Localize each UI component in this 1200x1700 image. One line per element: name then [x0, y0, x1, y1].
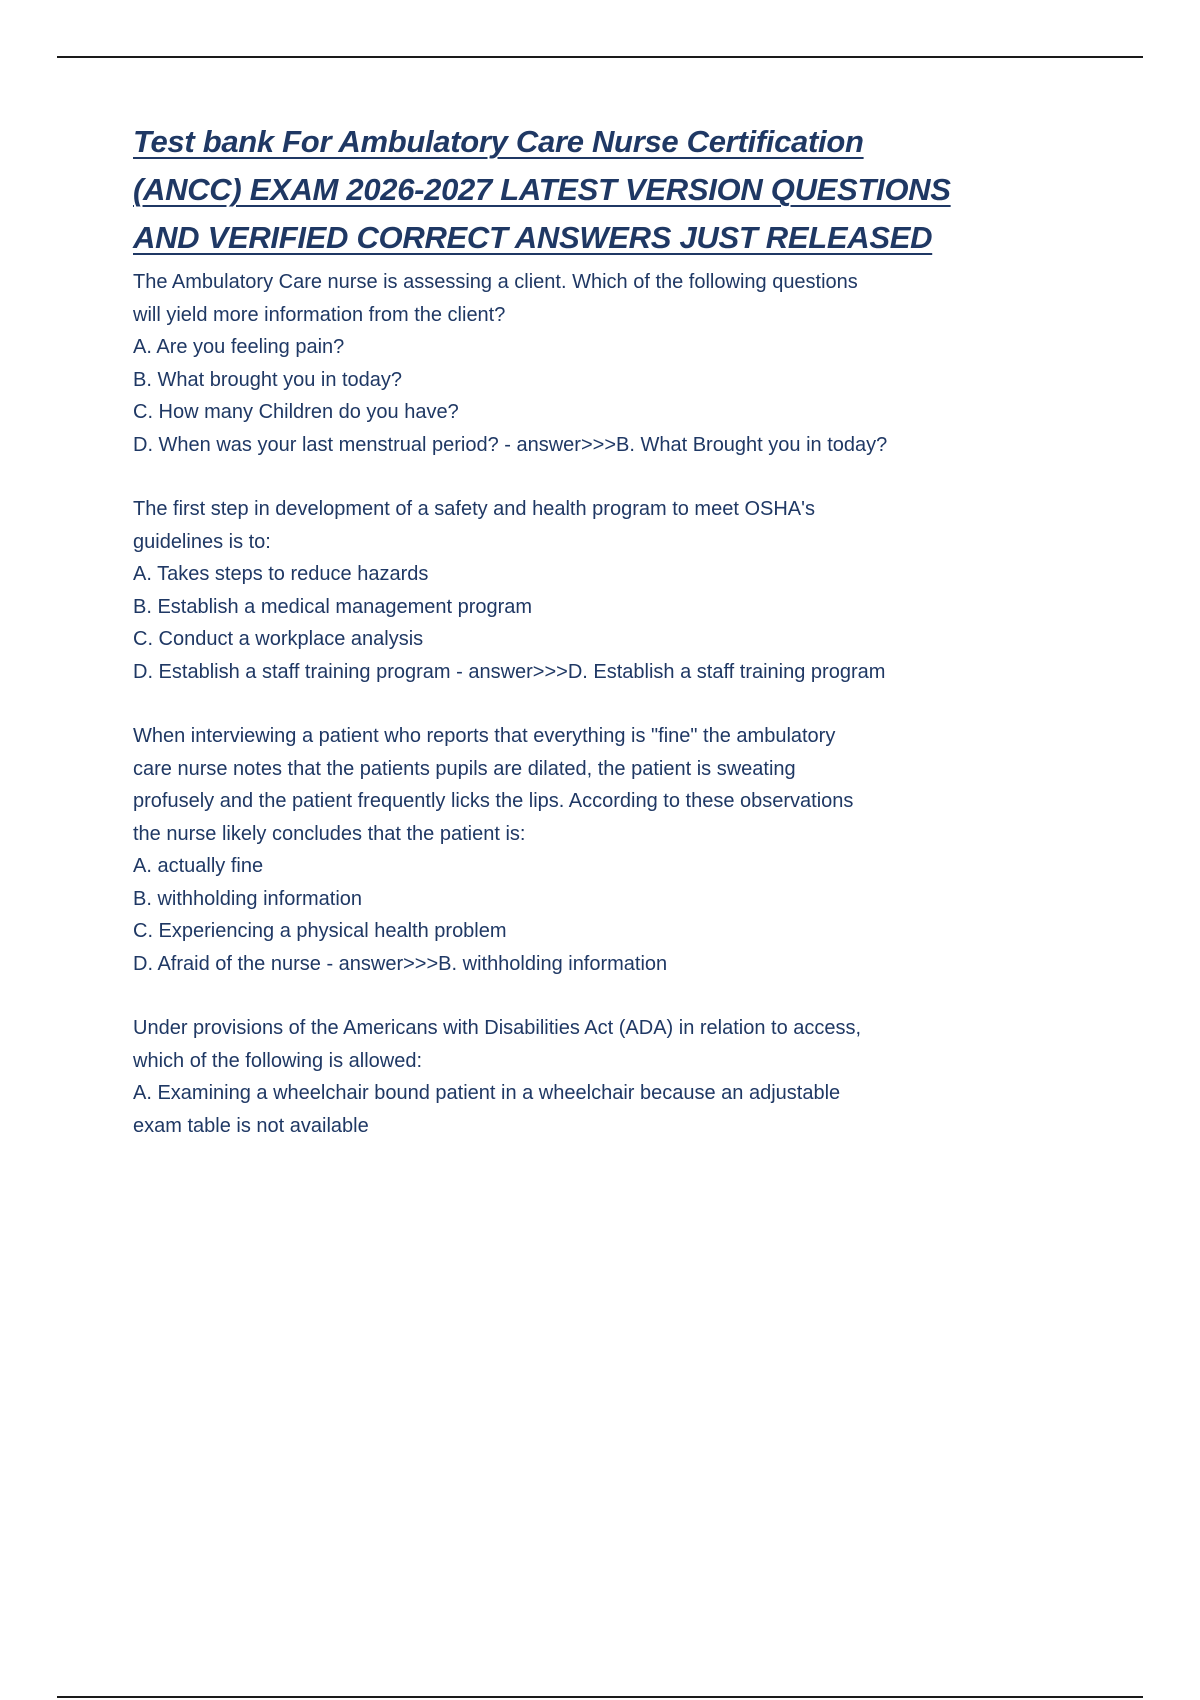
answer-option: B. What brought you in today? [133, 368, 403, 391]
answer-option: B. withholding information [133, 887, 363, 910]
answer-option: D. Establish a staff training program - answer>>>D. Establish a staff training program [133, 660, 886, 683]
question-4 [133, 1012, 1013, 1142]
question-stem-line: The Ambulatory Care nurse is assessing a client. Which of the following questions [133, 271, 858, 293]
answer-option: C. Conduct a workplace analysis [133, 628, 424, 650]
question-stem-line: When interviewing a patient who reports that everything is "fine" the ambulatory [133, 725, 836, 747]
question-stem-line: The first step in development of a safety and health program to meet OSHA's [133, 498, 815, 520]
question-stem-line: profusely and the patient frequently licks the lips. According to these observations [133, 790, 854, 812]
answer-option: A. Are you feeling pain? [133, 336, 345, 358]
header-rule [57, 56, 1143, 58]
answer-option: exam table is not available [133, 1114, 369, 1137]
answer-option: A. Examining a wheelchair bound patient in a wheelchair because an adjustable [133, 1082, 841, 1104]
page-content [133, 118, 1013, 1174]
title-line: Test bank For Ambulatory Care Nurse Certification [133, 124, 864, 159]
question-3 [133, 720, 1013, 980]
footer-rule [57, 1696, 1143, 1698]
question-2 [133, 493, 1013, 688]
answer-option: A. Takes steps to reduce hazards [133, 563, 429, 585]
question-stem-line: which of the following is allowed: [133, 1049, 423, 1072]
question-stem-line: will yield more information from the client? [133, 303, 506, 326]
answer-option: A. actually fine [133, 855, 264, 877]
document-title [133, 118, 1013, 262]
question-stem-line: the nurse likely concludes that the patient is: [133, 822, 526, 845]
answer-option: D. Afraid of the nurse - answer>>>B. withholding information [133, 952, 668, 975]
title-line: AND VERIFIED CORRECT ANSWERS JUST RELEASED [133, 220, 933, 255]
question-stem-line: Under provisions of the Americans with Disabilities Act (ADA) in relation to access, [133, 1017, 862, 1039]
answer-option: D. When was your last menstrual period? - answer>>>B. What Brought you in today? [133, 433, 888, 456]
answer-option: C. How many Children do you have? [133, 401, 459, 423]
question-stem-line: care nurse notes that the patients pupils are dilated, the patient is sweating [133, 757, 796, 780]
answer-option: C. Experiencing a physical health problem [133, 920, 507, 942]
answer-option: B. Establish a medical management program [133, 595, 533, 618]
title-line: (ANCC) EXAM 2026-2027 LATEST VERSION QUESTIONS [133, 172, 951, 207]
question-stem-line: guidelines is to: [133, 530, 271, 553]
question-1 [133, 266, 1013, 461]
